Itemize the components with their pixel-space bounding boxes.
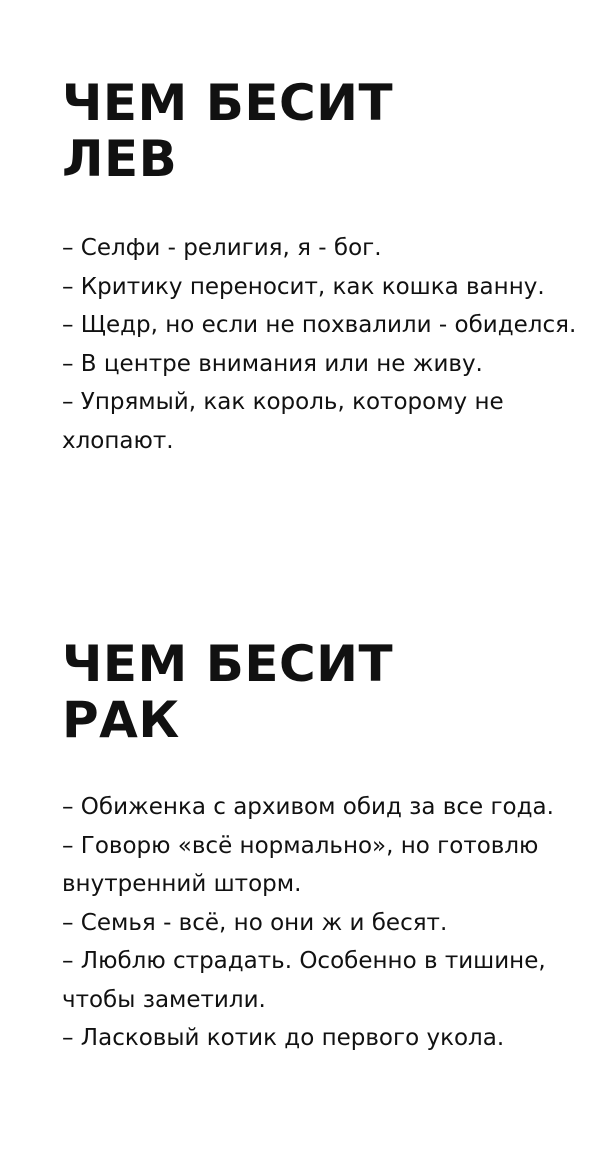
leo-title [62, 75, 582, 187]
list-item: – Критику переносит, как кошка ванну. [62, 273, 545, 300]
list-item: – Щедр, но если не похвалили - обиделся. [62, 312, 577, 338]
leo-title-line-1: ЧЕМ БЕСИТ [62, 74, 394, 132]
cancer-title [62, 636, 582, 748]
leo-traits-list [62, 229, 582, 460]
cancer-title-line-1: ЧЕМ БЕСИТ [62, 635, 394, 693]
leo-section [62, 75, 582, 460]
list-item: – Обиженка с архивом обид за все года. [62, 794, 554, 820]
list-item: – Говорю «всё нормально», но готовлю внутренний шторм. [62, 832, 539, 897]
list-item: – Люблю страдать. Особенно в тишине, чтобы заметили. [62, 948, 546, 1013]
leo-title-line-2: ЛЕВ [62, 130, 178, 188]
cancer-traits-list [62, 788, 582, 1058]
list-item: – Упрямый, как король, которому не хлопают. [62, 389, 504, 454]
list-item: – Семья - всё, но они ж и бесят. [62, 909, 448, 936]
cancer-section [62, 636, 582, 1058]
list-item: – Ласковый котик до первого укола. [62, 1025, 505, 1051]
list-item: – Селфи - религия, я - бог. [62, 235, 382, 261]
cancer-title-line-2: РАК [62, 691, 180, 749]
list-item: – В центре внимания или не живу. [62, 350, 483, 377]
